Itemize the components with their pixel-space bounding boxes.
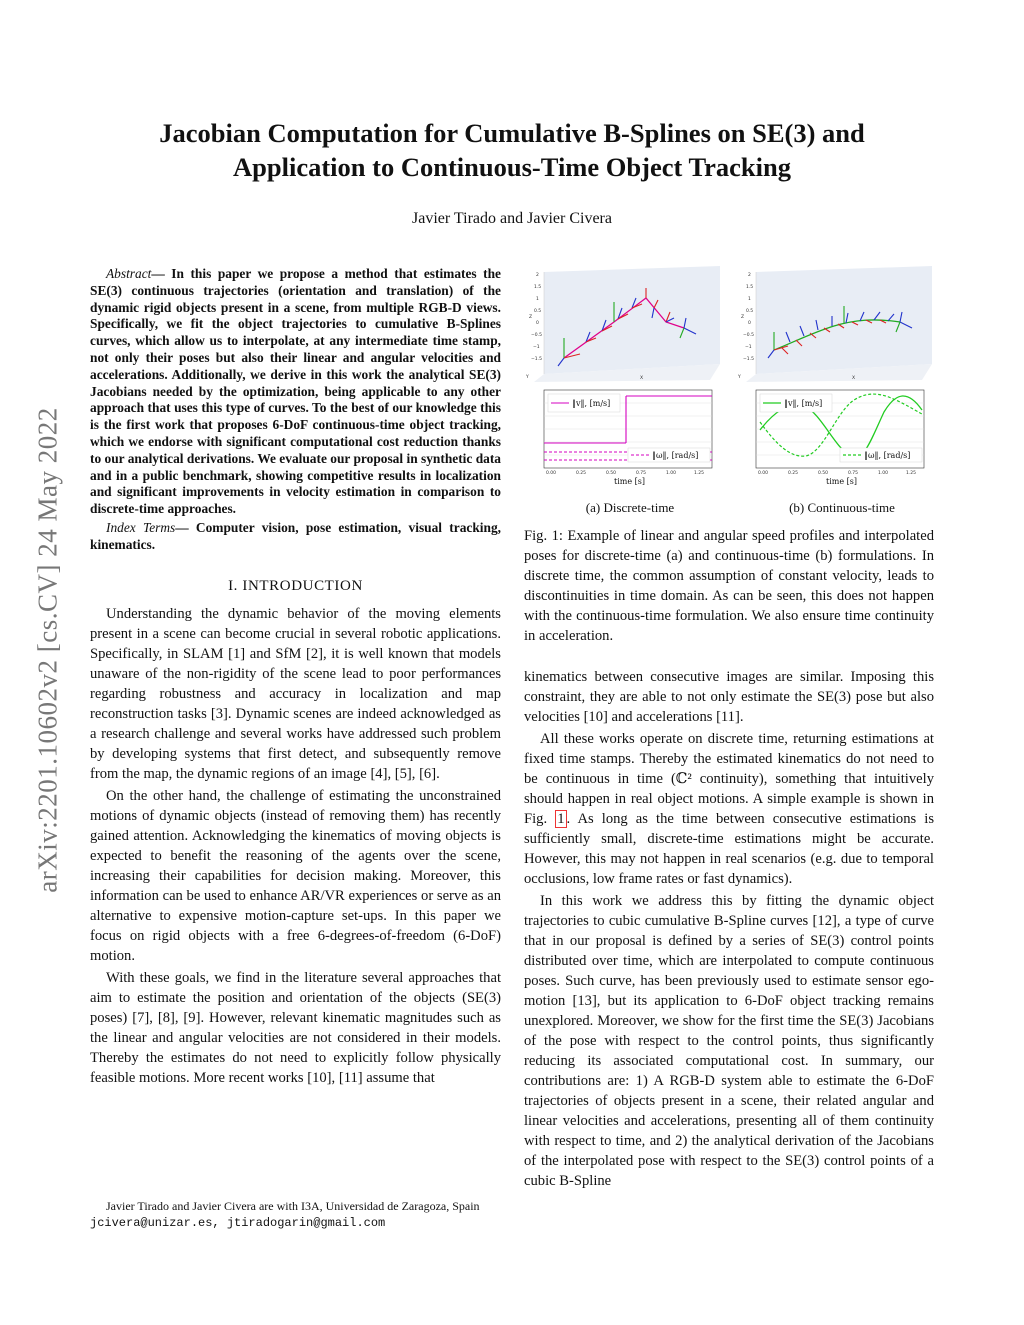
svg-text:0.5: 0.5: [534, 309, 542, 314]
svg-text:2: 2: [748, 273, 751, 278]
svg-text:0.00: 0.00: [758, 471, 769, 476]
authors: Javier Tirado and Javier Civera: [412, 210, 612, 227]
panel-a-xlabel: time [s]: [614, 477, 645, 486]
svg-text:Y: Y: [526, 375, 529, 380]
svg-text:0.75: 0.75: [636, 471, 647, 476]
paper-title: [120, 116, 904, 184]
svg-text:−0.5: −0.5: [743, 333, 754, 338]
svg-text:2: 2: [536, 273, 539, 278]
title-line-2: Application to Continuous-Time Object Tracking: [232, 152, 792, 182]
svg-text:−0.5: −0.5: [531, 333, 542, 338]
right-column: [524, 667, 934, 1191]
intro-paragraph-1: Understanding the dynamic behavior of the moving elements present in a scene can become crucial in several robotic applications. Specifically, in SLAM [1] and SfM [2], it is well known that models unaware of the non-rigidity of the scene lead to poor performances regarding robustness and accuracy in localization and map reconstruction tasks [3]. Dynamic scenes are indeed acknowledged as a research challenge and several works have addressed such problem by developing systems that first detect, and subsequently remove from the map, the dynamic regions of an image [4], [5], [6].: [90, 605, 501, 782]
index-terms-label: Index Terms: [106, 519, 176, 535]
svg-text:1: 1: [536, 297, 539, 302]
footnote: [90, 1198, 501, 1231]
svg-text:0.50: 0.50: [818, 471, 829, 476]
subcaption-a: (a) Discrete-time: [585, 500, 675, 515]
svg-text:1.00: 1.00: [878, 471, 889, 476]
svg-text:X: X: [852, 376, 856, 381]
svg-text:0.25: 0.25: [576, 471, 587, 476]
panel-b-3d-plot: [737, 266, 932, 382]
abstract: [90, 266, 501, 518]
footnote-emails: jcivera@unizar.es, jtiradogarin@gmail.com: [90, 1216, 386, 1230]
panel-a-legend-w: ‖ω‖, [rad/s]: [652, 451, 699, 460]
svg-text:0.5: 0.5: [746, 309, 754, 314]
svg-text:0: 0: [536, 321, 539, 326]
svg-text:0.50: 0.50: [606, 471, 617, 476]
svg-text:−1: −1: [533, 345, 540, 350]
svg-text:1.00: 1.00: [666, 471, 677, 476]
section-heading-introduction: I. INTRODUCTION: [228, 577, 363, 594]
svg-text:1.5: 1.5: [534, 285, 542, 290]
svg-text:Z: Z: [529, 315, 533, 320]
footnote-text: Javier Tirado and Javier Civera are with I3A, Universidad de Zaragoza, Spain: [106, 1199, 480, 1213]
svg-text:Z: Z: [741, 315, 745, 320]
arxiv-side-label: arXiv:2201.10602v2 [cs.CV] 24 May 2022: [32, 407, 63, 893]
panel-a-speed-plot: [544, 390, 712, 486]
figure-1: [524, 262, 934, 522]
title-line-1: Jacobian Computation for Cumulative B-Splines on SE(3) and: [159, 118, 865, 148]
panel-a-3d-plot: [525, 266, 720, 382]
right-paragraph-1: kinematics between consecutive images are similar. Imposing this constraint, they are able to not only estimate the SE(3) pose but also velocities [10] and accelerations [11].: [524, 669, 934, 725]
svg-text:−1: −1: [745, 345, 752, 350]
figure-reference-link[interactable]: 1: [557, 811, 565, 827]
svg-text:0: 0: [748, 321, 751, 326]
right-paragraph-2: All these works operate on discrete time, returning estimations at fixed time stamps. Thereby the estimated kinematics do not need to be continuous in time (ℂ² continuity), something that intuitively should happen in real object motions. A simple example is shown in Fig. 1 . As long as the time between consecutive estimations is sufficiently small, discrete-time estimations might be accurate. However, this may not happen in real scenarios (e.g. due to temporal occlusions, low frame rates or fast dynamics).: [524, 731, 934, 887]
svg-text:1.25: 1.25: [906, 471, 917, 476]
right-paragraph-3: In this work we address this by fitting the dynamic object trajectories to cubic cumulative B-Spline curves [12], a type of curve that in our proposal is defined by a series of SE(3) control points distributed over time, which are interpolated to compute continuous poses. Such curve, has been previously used to estimate sensor ego-motion [13], but its application to 6-DoF object tracking remains unexplored. Moreover, we show for the first time the SE(3) Jacobians of the pose with respect to the control points, thus significantly reducing its associated computational cost. In summary, our contributions are: 1) A RGB-D system able to estimate the 6-DoF trajectories of objects present in a scene, their related angular and linear velocities and accelerations, presenting all of them continuity with respect to time, and 2) the analytical derivation of the Jacobians of the interpolated pose with respect to the SE(3) control points of a cubic B-Spline: [524, 893, 934, 1189]
panel-b-xlabel: time [s]: [826, 477, 857, 486]
figure-caption: Fig. 1: Example of linear and angular speed profiles and interpolated poses for discrete-time (a) and continuous-time (b) formulations. In discrete time, the common assumption of constant velocity, leads to discontinuities in time domain. As can be seen, this does not happen with the continuous-time formulation. We also ensure time continuity in acceleration.: [524, 528, 934, 644]
index-terms: [90, 520, 501, 554]
intro-paragraph-3: With these goals, we find in the literature several approaches that aim to estimate the position and orientation of the objects (SE(3) poses) [7], [8], [9]. However, relevant kinematic magnitudes such as the linear and angular velocities are not considered in their models. Thereby the estimates do not need to explicitly follow physically feasible motions. More recent works [10], [11] assume that: [90, 969, 501, 1086]
svg-text:−1.5: −1.5: [531, 357, 542, 362]
svg-text:1.25: 1.25: [694, 471, 705, 476]
svg-text:−1.5: −1.5: [743, 357, 754, 362]
index-terms-text: — Computer vision, pose estimation, visual tracking, kinematics.: [90, 519, 501, 552]
abstract-label: Abstract: [106, 266, 152, 281]
panel-b-legend-w: ‖ω‖, [rad/s]: [864, 451, 911, 460]
intro-paragraph-2: On the other hand, the challenge of estimating the unconstrained motions of dynamic objects (instead of removing them) has recently gained attention. Acknowledging the kinematics of moving objects is expected to benefit the reasoning of the agents over the scene, increasing their capabilities for decision making. Moreover, this information can be used to enhance AR/VR experiences or serve as an alternative to expensive motion-capture set-ups. In this paper we focus on rigid objects with a free 6-degrees-of-freedom (6-DoF) motion.: [90, 787, 501, 964]
panel-b-speed-plot: [756, 390, 924, 486]
svg-text:1.5: 1.5: [746, 285, 754, 290]
panel-a-legend-v: ‖v‖, [m/s]: [572, 399, 611, 408]
svg-text:Y: Y: [738, 375, 741, 380]
left-column: [90, 266, 501, 1088]
svg-text:0.25: 0.25: [788, 471, 799, 476]
svg-text:0.00: 0.00: [546, 471, 557, 476]
svg-text:1: 1: [748, 297, 751, 302]
svg-text:0.75: 0.75: [848, 471, 859, 476]
subcaption-b: (b) Continuous-time: [789, 500, 895, 515]
abstract-text: — In this paper we propose a method that estimates the SE(3) continuous trajectories (orientation and translation) of the dynamic rigid objects present in a scene, from multiple RGB-D views. Specifically, we fit the object trajectories to cumulative B-Splines curves, which allow us to interpolate, at any intermediate time stamp, not only their poses but also their linear and angular velocities and accelerations. Additionally, we derive in this work the analytical SE(3) Jacobians needed by the optimization, being applicable to any other approach that uses this type of curves. To the best of our knowledge this is the first work that proposes 6-DoF continuous-time object tracking, which we endorse with significant computational cost reduction thanks to our analytical derivations. We evaluate our proposal in synthetic data and in a public benchmark, showing competitive results in localization and significant improvements in velocity estimation in comparison to discrete-time approaches.: [90, 266, 501, 517]
panel-b-legend-v: ‖v‖, [m/s]: [784, 399, 823, 408]
svg-text:X: X: [640, 376, 644, 381]
